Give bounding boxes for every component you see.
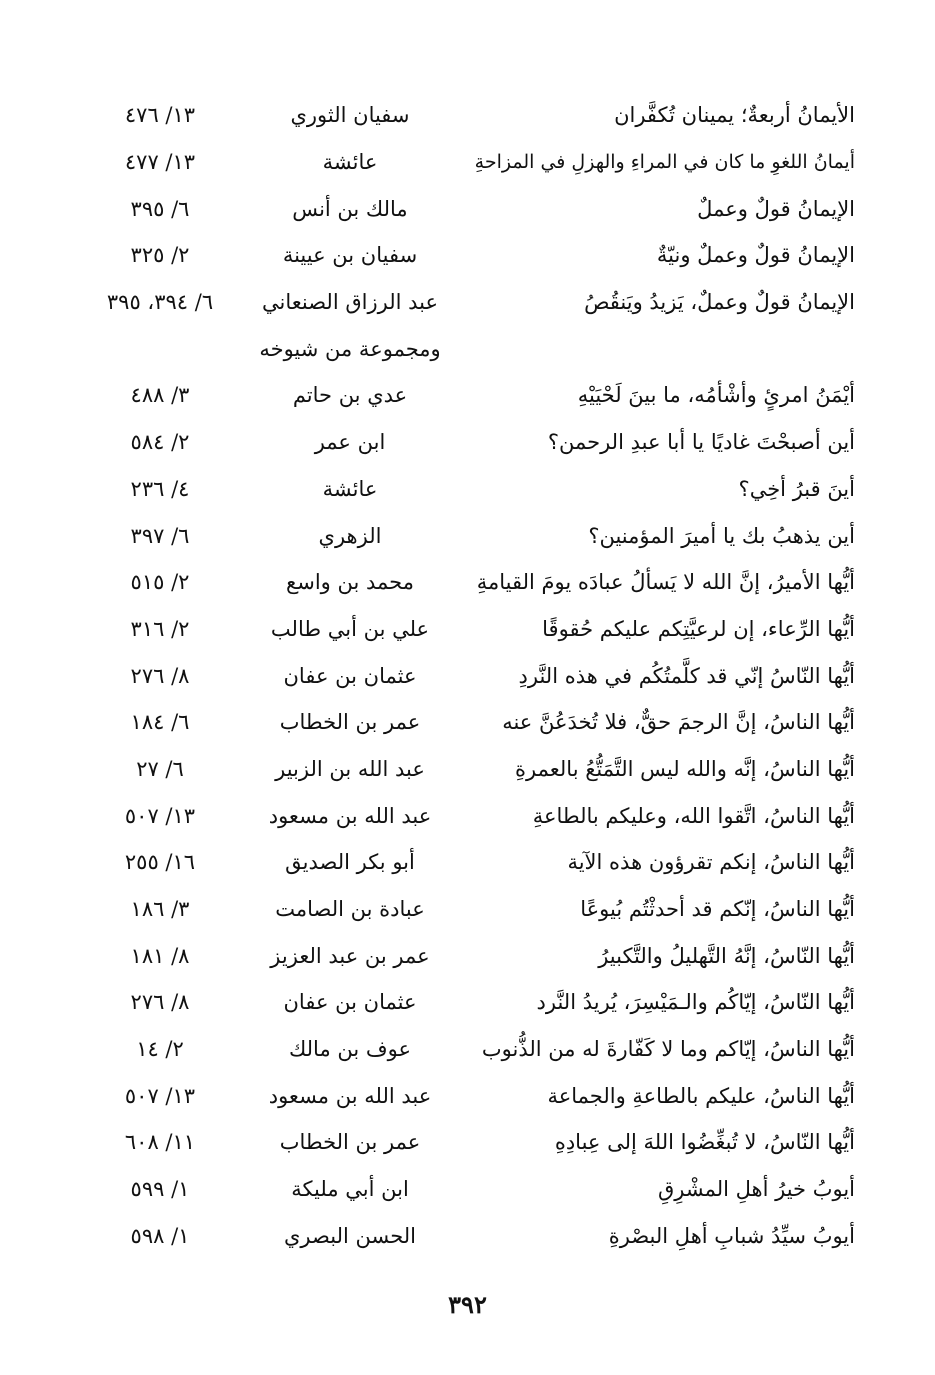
index-row [95, 839, 855, 886]
index-row [95, 466, 855, 513]
index-row [95, 652, 855, 699]
index-row [95, 139, 855, 186]
index-row [95, 559, 855, 606]
athar-text: الإيمانُ قولٌ وعملٌ ونيّةٌ [656, 243, 855, 268]
volume-page-reference: ١/ ٥٩٨ [130, 1223, 190, 1248]
volume-page-reference: ٢/ ٣٢٥ [130, 243, 190, 268]
index-row [95, 419, 855, 466]
volume-page-reference: ٦/ ٣٩٧ [130, 523, 190, 548]
volume-page-reference: ١٦/ ٢٥٥ [124, 850, 196, 875]
volume-page-reference: ٢/ ١٤ [136, 1037, 184, 1062]
volume-page-reference: ٨/ ١٨١ [130, 943, 190, 968]
volume-page-reference: ١١/ ٦٠٨ [124, 1130, 196, 1155]
narrator-name: عبادة بن الصامت [275, 897, 425, 922]
athar-text: أيُّها النّاسُ، إنَّهُ التَّهليلُ والتَّكبيرُ [598, 943, 855, 968]
athar-text: أيوبُ سيِّدُ شبابِ أهلِ البصْرةِ [608, 1223, 855, 1248]
narrator-name: عمر بن الخطاب [279, 710, 421, 735]
index-row [95, 325, 855, 372]
narrator-name: عثمان بن عفان [283, 990, 417, 1015]
narrator-name: عمر بن عبد العزيز [270, 943, 430, 968]
index-row [95, 699, 855, 746]
narrator-name: الحسن البصري [284, 1223, 416, 1248]
narrator-name: عبد الله بن الزبير [275, 756, 425, 781]
volume-page-reference: ٨/ ٢٧٦ [130, 990, 190, 1015]
index-row [95, 606, 855, 653]
athar-text: أيُّها الأميرُ، إنَّ الله لا يَسألُ عبادَه يومَ القيامةِ [476, 570, 855, 595]
volume-page-reference: ١٣/ ٤٧٧ [124, 150, 196, 175]
narrator-name: محمد بن واسع [286, 570, 414, 595]
narrator-name: مالك بن أنس [292, 196, 408, 221]
narrator-name: عائشة [322, 476, 378, 501]
index-row [95, 512, 855, 559]
narrator-name: عبد الله بن مسعود [268, 1083, 432, 1108]
narrator-name: أبو بكر الصديق [285, 850, 415, 875]
narrator-name: الزهري [318, 523, 382, 548]
athar-text: أيُّها الناسُ، إنّكم قد أحدثْتُم بُيوعًا [580, 897, 855, 922]
narrator-name: ومجموعة من شيوخه [259, 336, 441, 361]
index-row [95, 1213, 855, 1260]
athar-text: أيُّها النّاسُ إنّي قد كلَّمتُكُم في هذه النَّردِ [518, 663, 855, 688]
index-row [95, 279, 855, 326]
volume-page-reference: ٢/ ٥١٥ [130, 570, 190, 595]
narrator-name: سفيان بن عيينة [282, 243, 418, 268]
volume-page-reference: ٦/ ١٨٤ [130, 710, 190, 735]
athar-text: أيُّها الناسُ، اتَّقوا الله، وعليكم بالطاعةِ [532, 803, 855, 828]
volume-page-reference: ٢/ ٣١٦ [130, 616, 190, 641]
index-row [95, 932, 855, 979]
narrator-name: سفيان الثوري [290, 103, 410, 128]
narrator-name: عوف بن مالك [288, 1037, 412, 1062]
page-number: ٣٩٢ [448, 1290, 487, 1319]
athar-text: أيمانُ اللغوِ ما كان في المراءِ والهزلِ في المزاحةِ [474, 151, 855, 174]
index-row [95, 372, 855, 419]
narrator-name: علي بن أبي طالب [270, 616, 430, 641]
athar-text: أيْمَنُ امرئٍ وأشْأمُه، ما بينَ لَحْيَيْهِ [577, 383, 855, 408]
index-row [95, 92, 855, 139]
index-row [95, 886, 855, 933]
athar-text: أين أصبحْتَ غاديًا يا أبا عبدِ الرحمن؟ [547, 430, 855, 455]
narrator-name: عمر بن الخطاب [279, 1130, 421, 1155]
athar-text: أيُّها النّاسُ، لا تُبغِّضُوا اللهَ إلى عِبادِهِ [554, 1130, 855, 1155]
index-table [95, 92, 855, 1259]
athar-text: الأيمانُ أربعةٌ؛ يمينان تُكفَّران [614, 103, 855, 128]
athar-text: الإيمانُ قولٌ وعملٌ [697, 196, 855, 221]
volume-page-reference: ٦/ ٢٧ [136, 756, 184, 781]
athar-text: أيُّها النّاسُ، إيّاكُم والـمَيْسِرَ، يُريدُ النَّرد [536, 990, 855, 1015]
index-row [95, 1166, 855, 1213]
volume-page-reference: ١٣/ ٥٠٧ [124, 803, 196, 828]
volume-page-reference: ٦/ ٣٩٥ [130, 196, 190, 221]
index-row [95, 1026, 855, 1073]
index-row [95, 1072, 855, 1119]
volume-page-reference: ١/ ٥٩٩ [130, 1177, 190, 1202]
athar-text: أيُّها الناسُ، عليكم بالطاعةِ والجماعة [547, 1083, 855, 1108]
index-row [95, 232, 855, 279]
narrator-name: عدي بن حاتم [292, 383, 408, 408]
athar-text: أيُّها الرِّعاء، إن لرعيَّتِكم عليكم حُقوقًا [542, 616, 855, 641]
narrator-name: عبد الرزاق الصنعاني [262, 290, 438, 315]
athar-text: أيوبُ خيرُ أهلِ المشْرِقِ [657, 1177, 855, 1202]
volume-page-reference: ٤/ ٢٣٦ [130, 476, 190, 501]
index-row [95, 1119, 855, 1166]
narrator-name: ابن عمر [314, 430, 386, 455]
athar-text: أين يذهبُ بك يا أميرَ المؤمنين؟ [588, 523, 855, 548]
athar-text: أيُّها الناسُ، إنَّ الرجمَ حقٌّ، فلا تُخدَعُنَّ عنه [502, 710, 855, 735]
volume-page-reference: ٣/ ١٨٦ [130, 897, 190, 922]
narrator-name: ابن أبي مليكة [291, 1177, 409, 1202]
index-row [95, 185, 855, 232]
narrator-name: عائشة [322, 150, 378, 175]
volume-page-reference: ٢/ ٥٨٤ [130, 430, 190, 455]
volume-page-reference: ٨/ ٢٧٦ [130, 663, 190, 688]
volume-page-reference: ١٣/ ٤٧٦ [124, 103, 196, 128]
volume-page-reference: ٣/ ٤٨٨ [130, 383, 190, 408]
narrator-name: عثمان بن عفان [283, 663, 417, 688]
athar-text: أيُّها الناسُ، إنَّه والله ليس التَّمَتُّعُ بالعمرةِ [515, 756, 855, 781]
athar-text: الإيمانُ قولٌ وعملٌ، يَزيدُ ويَنقُصُ [584, 290, 855, 315]
index-row [95, 792, 855, 839]
volume-page-reference: ١٣/ ٥٠٧ [124, 1083, 196, 1108]
index-row [95, 979, 855, 1026]
athar-text: أيُّها الناسُ، إيّاكم وما لا كَفّارةَ له من الذُّنوب [481, 1037, 855, 1062]
athar-text: أينَ قبرُ أخِي؟ [738, 476, 855, 501]
index-row [95, 746, 855, 793]
volume-page-reference: ٦/ ٣٩٤، ٣٩٥ [106, 290, 214, 315]
athar-text: أيُّها الناسُ، إنكم تقرؤون هذه الآية [567, 850, 855, 875]
narrator-name: عبد الله بن مسعود [268, 803, 432, 828]
